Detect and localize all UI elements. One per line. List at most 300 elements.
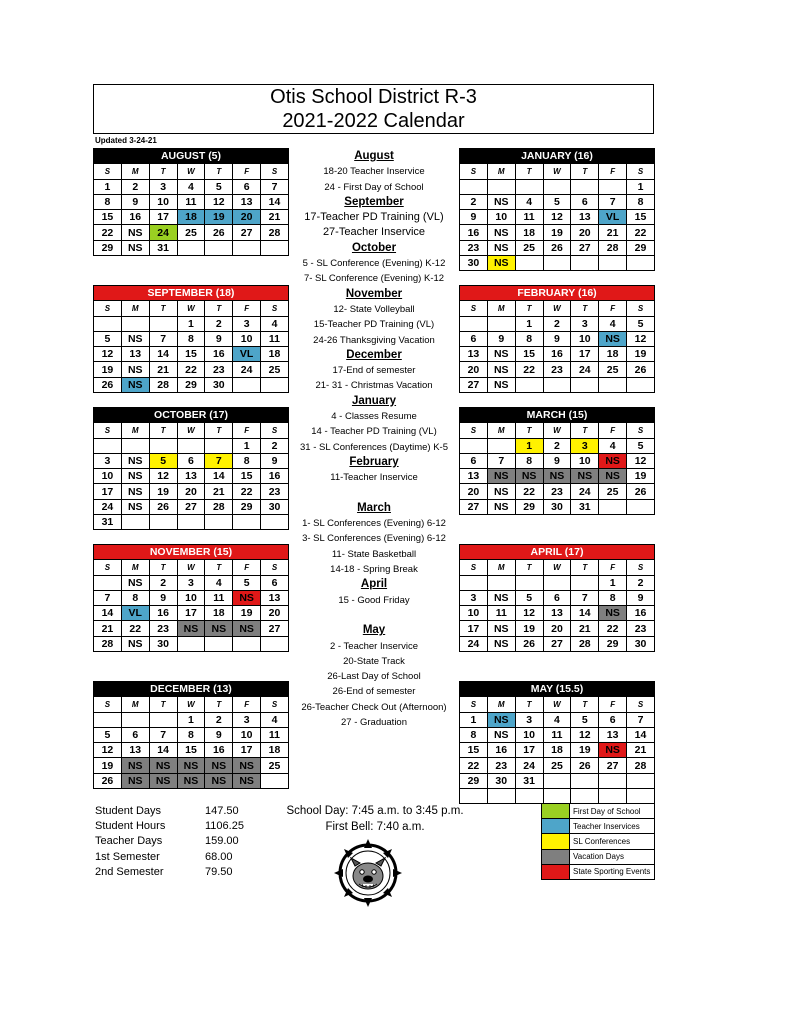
day-cell: 22 [627,225,655,240]
day-cell [460,575,488,590]
day-cell: 28 [261,225,289,240]
month-title: APRIL (17) [460,545,655,560]
day-cell: 17 [177,606,205,621]
legend-row [542,804,655,819]
day-cell: 27 [261,621,289,636]
day-cell: 15 [460,743,488,758]
month-title: NOVEMBER (15) [94,545,289,560]
week-row [460,179,655,194]
day-cell: NS [487,256,515,271]
week-row [460,469,655,484]
event-item [290,608,458,623]
day-cell: NS [121,225,149,240]
day-cell: 14 [94,606,122,621]
day-cell: 12 [205,194,233,209]
day-cell: 11 [177,194,205,209]
weekday-label: M [487,697,515,712]
day-cell: 10 [233,331,261,346]
week-row [94,225,289,240]
day-cell: 26 [149,499,177,514]
day-cell: 3 [233,712,261,727]
day-cell: 25 [515,240,543,255]
day-cell: 28 [205,499,233,514]
weekday-label: T [149,697,177,712]
event-item: 15-Teacher PD Training (VL) [313,319,435,331]
week-row [94,636,289,651]
stats [95,804,244,880]
day-cell: 13 [543,606,571,621]
day-cell: 24 [571,484,599,499]
event-item: 14-18 - Spring Break [330,564,418,576]
day-cell [205,515,233,530]
day-cell: 6 [460,453,488,468]
day-cell: NS [233,758,261,773]
weekday-label: T [515,423,543,438]
day-cell: 15 [515,347,543,362]
day-cell [149,712,177,727]
weekday-label: M [121,423,149,438]
day-cell: NS [233,773,261,788]
day-cell: 5 [571,712,599,727]
day-cell: NS [233,590,261,605]
day-cell: 9 [543,453,571,468]
weekday-label: S [94,560,122,575]
event-item: 4 - Classes Resume [331,411,417,423]
day-cell: 18 [261,743,289,758]
day-cell [627,377,655,392]
day-cell: NS [121,499,149,514]
day-cell: 14 [627,727,655,742]
day-cell: 22 [94,225,122,240]
day-cell: 8 [233,453,261,468]
day-cell: 23 [627,621,655,636]
day-cell: 20 [460,484,488,499]
day-cell [233,240,261,255]
day-cell: 19 [149,484,177,499]
day-cell: NS [599,453,627,468]
day-cell: 3 [233,316,261,331]
weekday-label: M [487,301,515,316]
day-cell: NS [177,758,205,773]
day-cell: 13 [233,194,261,209]
day-cell [121,515,149,530]
day-cell: NS [177,773,205,788]
weekday-label: W [177,164,205,179]
weekday-label: T [571,301,599,316]
day-cell: 19 [94,758,122,773]
day-cell: 21 [261,210,289,225]
day-cell: NS [121,575,149,590]
weekday-label: W [177,697,205,712]
week-row [94,347,289,362]
title-line-1: Otis School District R-3 [270,86,477,108]
day-cell [261,240,289,255]
week-row [94,316,289,331]
day-cell [543,256,571,271]
day-cell: 28 [627,758,655,773]
day-cell: 16 [261,469,289,484]
month-title: FEBRUARY (16) [460,286,655,301]
day-cell [627,499,655,514]
day-cell [121,712,149,727]
week-row [460,484,655,499]
weekday-label: S [261,560,289,575]
day-cell: 17 [233,743,261,758]
stat-row [95,850,244,865]
day-cell [543,575,571,590]
day-cell: 29 [515,499,543,514]
day-cell: 6 [121,727,149,742]
day-cell [599,789,627,804]
event-item: 1- SL Conferences (Evening) 6-12 [302,518,446,530]
weekday-label: S [94,697,122,712]
day-cell: 27 [460,499,488,514]
legend-row [542,819,655,834]
week-row [460,590,655,605]
day-cell [94,575,122,590]
week-row [460,453,655,468]
weekday-label: T [205,560,233,575]
week-row [460,789,655,804]
week-row [460,758,655,773]
event-item: 24 - First Day of School [324,181,424,193]
day-cell [543,179,571,194]
event-month-heading: September [344,195,404,208]
day-cell: 22 [460,758,488,773]
week-row [460,194,655,209]
day-cell [460,179,488,194]
stat-label: 1st Semester [95,850,160,863]
calendar-dec [93,681,289,789]
day-cell: 27 [177,499,205,514]
day-cell: 27 [460,377,488,392]
day-cell: 5 [205,179,233,194]
day-cell: 27 [571,240,599,255]
week-row [460,636,655,651]
day-cell [571,256,599,271]
event-month-heading: February [349,455,399,468]
day-cell: NS [205,758,233,773]
day-cell: NS [233,621,261,636]
day-cell: 5 [233,575,261,590]
weekday-label: T [149,423,177,438]
event-month-heading: March [357,501,391,514]
day-cell [233,377,261,392]
day-cell: 8 [121,590,149,605]
day-cell: 4 [515,194,543,209]
day-cell: 11 [515,210,543,225]
day-cell: 25 [599,362,627,377]
title-line-2: 2021-2022 Calendar [282,110,465,132]
day-cell: 3 [571,438,599,453]
day-cell: 11 [261,331,289,346]
stat-label: Student Days [95,805,162,817]
weekday-label: M [121,560,149,575]
day-cell: VL [233,347,261,362]
event-item: 15 - Good Friday [338,594,410,606]
legend-swatch [542,804,570,819]
event-item: 27-Teacher Inservice [322,226,426,239]
weekday-label: F [233,697,261,712]
day-cell: 10 [515,727,543,742]
day-cell: 29 [94,240,122,255]
day-cell: 22 [515,484,543,499]
day-cell: 4 [261,712,289,727]
day-cell: 5 [515,590,543,605]
day-cell: NS [121,469,149,484]
day-cell: 28 [149,377,177,392]
week-row [460,712,655,727]
day-cell [149,438,177,453]
day-cell: 10 [177,590,205,605]
weekday-label: S [261,301,289,316]
day-cell [487,179,515,194]
event-item: 26-Last Day of School [327,671,421,683]
day-cell: 1 [94,179,122,194]
day-cell: 8 [599,590,627,605]
day-cell: 15 [233,469,261,484]
weekday-label: S [261,164,289,179]
day-cell: NS [487,469,515,484]
day-cell: 19 [543,225,571,240]
day-cell: 23 [543,362,571,377]
day-cell: 6 [571,194,599,209]
month-title: AUGUST (5) [94,149,289,164]
weekday-label: S [460,423,488,438]
day-cell: 30 [460,256,488,271]
day-cell [261,377,289,392]
day-cell: 13 [121,347,149,362]
week-row [94,210,289,225]
day-cell [571,575,599,590]
day-cell: 2 [205,712,233,727]
day-cell: 19 [94,362,122,377]
day-cell [571,789,599,804]
stat-label: 2nd Semester [95,865,164,878]
week-row [94,621,289,636]
event-item: 17-End of semester [332,365,416,377]
day-cell: NS [515,469,543,484]
weekday-label: T [205,423,233,438]
event-item [290,486,458,501]
day-cell: NS [487,347,515,362]
day-cell: 16 [460,225,488,240]
day-cell [487,575,515,590]
day-cell [177,240,205,255]
day-cell: 24 [233,362,261,377]
day-cell: 21 [571,621,599,636]
day-cell: 18 [177,210,205,225]
day-cell: NS [121,377,149,392]
day-cell: 24 [571,362,599,377]
school-hours [275,804,475,835]
month-title: DECEMBER (13) [94,682,289,697]
event-month-heading: April [360,578,388,591]
day-cell: 3 [571,316,599,331]
day-cell: 9 [205,727,233,742]
day-cell: 2 [627,575,655,590]
day-cell: 7 [599,194,627,209]
day-cell: 27 [599,758,627,773]
day-cell: 9 [487,331,515,346]
day-cell: 12 [627,453,655,468]
weekday-label: S [460,697,488,712]
weekday-label: M [487,423,515,438]
day-cell: 13 [121,743,149,758]
day-cell: NS [487,712,515,727]
day-cell: 14 [205,469,233,484]
weekday-label: W [543,697,571,712]
day-cell: 5 [627,438,655,453]
day-cell: 12 [627,331,655,346]
day-cell [627,773,655,788]
weekday-label: T [571,560,599,575]
event-item: 7- SL Conference (Evening) K-12 [303,273,445,285]
day-cell: 12 [515,606,543,621]
day-cell [627,256,655,271]
day-cell: NS [487,484,515,499]
week-row [94,515,289,530]
day-cell: NS [149,773,177,788]
stat-row [95,865,244,880]
day-cell: 31 [94,515,122,530]
day-cell: 25 [599,484,627,499]
day-cell: 8 [94,194,122,209]
day-cell: 9 [627,590,655,605]
stat-value: 79.50 [205,865,233,878]
week-row [460,331,655,346]
day-cell: 1 [515,316,543,331]
event-month-heading: October [351,241,397,254]
day-cell [515,179,543,194]
day-cell: 26 [515,636,543,651]
day-cell: 9 [149,590,177,605]
weekday-label: F [599,423,627,438]
day-cell: 16 [487,743,515,758]
weekday-label: S [627,560,655,575]
day-cell: 23 [205,362,233,377]
day-cell: 2 [149,575,177,590]
day-cell: NS [177,621,205,636]
updated-note: Updated 3-24-21 [95,136,157,145]
day-cell: 17 [460,621,488,636]
day-cell: 15 [177,347,205,362]
week-row [94,499,289,514]
day-cell: 17 [571,347,599,362]
day-cell: 10 [233,727,261,742]
day-cell [177,636,205,651]
weekday-label: T [205,164,233,179]
day-cell: 16 [627,606,655,621]
day-cell: NS [487,377,515,392]
legend-label: Vacation Days [570,849,655,864]
day-cell: 7 [149,727,177,742]
legend-swatch [542,849,570,864]
event-item: 26-End of semester [332,686,416,698]
month-title: MAY (15.5) [460,682,655,697]
day-cell: 2 [261,438,289,453]
event-item: 12- State Volleyball [333,303,415,315]
event-month-heading: January [351,394,397,407]
day-cell: 13 [261,590,289,605]
day-cell: 7 [627,712,655,727]
weekday-label: T [149,301,177,316]
week-row [460,606,655,621]
day-cell: 18 [515,225,543,240]
day-cell: 21 [205,484,233,499]
event-item: 2 - Teacher Inservice [329,640,418,652]
day-cell: NS [599,606,627,621]
day-cell [177,438,205,453]
day-cell [121,316,149,331]
day-cell: 18 [599,347,627,362]
day-cell: NS [121,773,149,788]
day-cell [205,240,233,255]
weekday-label: S [627,697,655,712]
day-cell [94,438,122,453]
day-cell: 1 [627,179,655,194]
week-row [460,438,655,453]
day-cell: 1 [233,438,261,453]
day-cell: 1 [599,575,627,590]
day-cell: 5 [149,453,177,468]
day-cell: 4 [599,316,627,331]
school-day-text: School Day: 7:45 a.m. to 3:45 p.m. [286,805,464,817]
day-cell: 29 [627,240,655,255]
day-cell: 9 [205,331,233,346]
events-list [290,149,458,730]
day-cell: 24 [149,225,177,240]
day-cell: 2 [121,179,149,194]
day-cell [487,316,515,331]
day-cell: 22 [177,362,205,377]
weekday-label: W [543,423,571,438]
day-cell: 12 [94,347,122,362]
day-cell: 21 [94,621,122,636]
week-row [94,575,289,590]
week-row [460,621,655,636]
day-cell [261,773,289,788]
day-cell: 10 [571,453,599,468]
stat-row [95,819,244,834]
day-cell: NS [149,758,177,773]
day-cell: 2 [205,316,233,331]
weekday-label: S [261,697,289,712]
day-cell [261,515,289,530]
event-month-heading: May [362,624,386,637]
day-cell [94,712,122,727]
weekday-label: S [460,164,488,179]
stat-label: Student Hours [95,820,166,833]
weekday-label: T [515,560,543,575]
bulldog-logo [333,838,403,908]
week-row [460,575,655,590]
day-cell: 6 [460,331,488,346]
day-cell: NS [487,362,515,377]
day-cell: 8 [177,331,205,346]
day-cell [233,636,261,651]
day-cell: 5 [627,316,655,331]
day-cell: 9 [121,194,149,209]
day-cell [599,773,627,788]
calendar-apr [459,544,655,652]
event-item: 20-State Track [343,655,405,667]
day-cell: 26 [627,362,655,377]
calendar-feb [459,285,655,393]
day-cell: 25 [261,362,289,377]
day-cell: 7 [487,453,515,468]
day-cell [261,636,289,651]
